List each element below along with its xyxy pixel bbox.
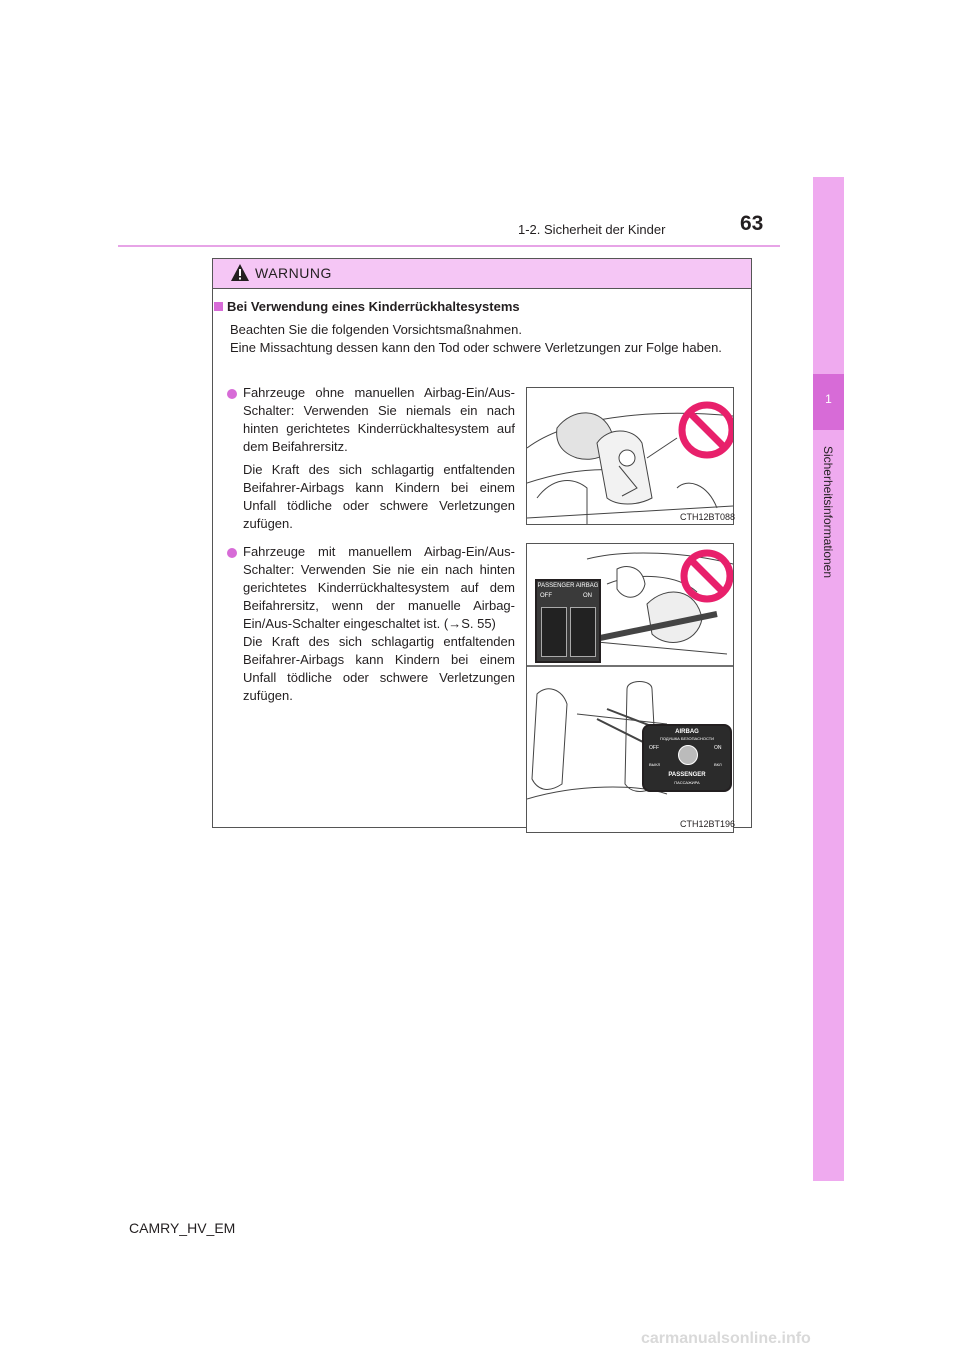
bullet-2-text-2: Die Kraft des sich schlagartig entfaltenden Beifahrer-Airbags kann Kindern bei einem Unfall tödliche oder schwere Verletzungen zufügen. bbox=[243, 634, 515, 703]
figure-rear-facing-seat-with-switch bbox=[526, 543, 734, 833]
switch-label-airbag: AIRBAG bbox=[675, 729, 699, 735]
figure-code-1: CTH12BT088 bbox=[680, 512, 736, 522]
bullet-dot-icon bbox=[227, 548, 237, 558]
warning-triangle-icon bbox=[230, 263, 250, 282]
switch-off-label: OFF bbox=[649, 745, 659, 751]
warning-intro: Beachten Sie die folgenden Vorsichtsmaßnahmen. bbox=[230, 322, 522, 337]
warning-subheading bbox=[214, 299, 520, 314]
footer-model-code: CAMRY_HV_EM bbox=[129, 1220, 236, 1236]
warning-title: WARNUNG bbox=[255, 265, 332, 281]
section-title: 1-2. Sicherheit der Kinder bbox=[518, 222, 666, 237]
indicator-on-label: ON bbox=[583, 593, 592, 599]
footer-watermark: carmanualsonline.info bbox=[641, 1330, 811, 1347]
warning-intro-2: Eine Missachtung dessen kann den Tod oder schwere Verletzungen zur Folge haben. bbox=[230, 340, 722, 355]
bullet-1-text-2: Die Kraft des sich schlagartig entfaltenden Beifahrer-Airbags kann Kindern bei einem Unfall tödliche oder schwere Verletzungen zufügen. bbox=[243, 462, 515, 531]
switch-on-label: ON bbox=[714, 745, 722, 751]
prohibited-icon bbox=[679, 548, 734, 604]
bullet-2-text: Fahrzeuge mit manuellem Airbag-Ein/Aus-Schalter: Verwenden Sie nie ein nach hinten gerichtetes Kinderrückhaltesystem auf dem Beifahrersitz, wenn der manuelle Airbag-Ein/Aus-Schalter eingeschaltet ist. (→S. 55) bbox=[243, 544, 515, 631]
figure-rear-facing-seat-no-switch bbox=[526, 387, 734, 525]
key-cylinder-icon bbox=[678, 745, 698, 765]
warning-header bbox=[213, 259, 751, 289]
header-rule bbox=[118, 245, 780, 247]
figure-code-2: CTH12BT196 bbox=[680, 819, 736, 829]
child-seat-off-icon bbox=[541, 607, 567, 657]
page-number: 63 bbox=[740, 212, 764, 235]
passenger-airbag-indicator-panel bbox=[535, 579, 601, 663]
prohibited-icon bbox=[677, 400, 734, 460]
switch-label-airbag-ru: ПОДУШКА БЕЗОПАСНОСТИ bbox=[659, 736, 715, 741]
bullet-1-text: Fahrzeuge ohne manuellen Airbag-Ein/Aus-Schalter: Verwenden Sie niemals ein nach hinten gerichtetes Kinderrückhaltesystem auf dem Beifahrersitz. bbox=[243, 385, 515, 454]
indicator-panel-title: PASSENGER AIRBAG bbox=[537, 583, 599, 589]
chapter-number-tab bbox=[813, 374, 844, 430]
warning-subheading-text: Bei Verwendung eines Kinderrückhaltesystems bbox=[227, 299, 520, 314]
chapter-side-tab bbox=[813, 177, 844, 1181]
switch-label-passenger: PASSENGER bbox=[668, 772, 706, 778]
square-bullet-icon bbox=[214, 302, 223, 311]
chapter-label: Sicherheitsinformationen bbox=[821, 445, 835, 579]
switch-off-label-ru: ВЫКЛ bbox=[649, 762, 661, 767]
chapter-number: 1 bbox=[825, 392, 832, 406]
switch-on-label-ru: ВКЛ bbox=[714, 762, 722, 767]
switch-label-passenger-ru: ПАССАЖИРА bbox=[674, 780, 700, 785]
child-seat-on-icon bbox=[570, 607, 596, 657]
indicator-off-label: OFF bbox=[540, 593, 552, 599]
bullet-dot-icon bbox=[227, 389, 237, 399]
airbag-key-switch bbox=[642, 724, 732, 792]
